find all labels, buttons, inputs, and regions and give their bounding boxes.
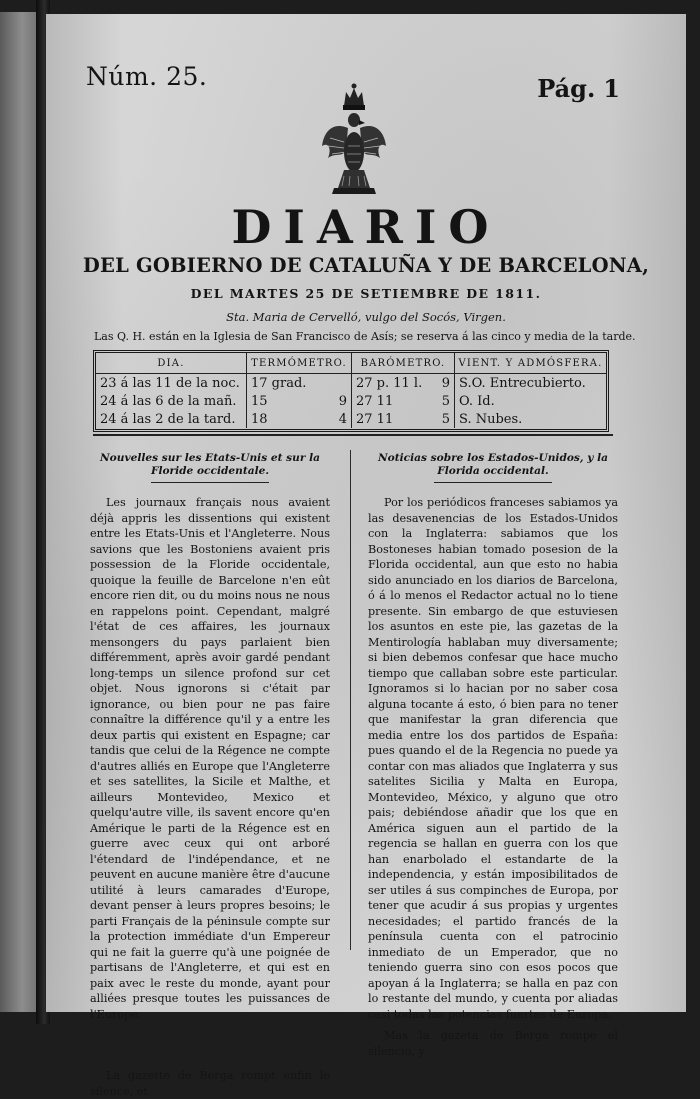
newspaper-title: DIARIO: [231, 200, 501, 254]
weather-table: [93, 350, 609, 432]
newspaper-subtitle: DEL GOBIERNO DE CATALUÑA Y DE BARCELONA,: [82, 254, 650, 277]
table-row: [96, 410, 606, 428]
page-indicator: [537, 74, 620, 103]
cell-viento: S. Nubes.: [459, 411, 523, 427]
issue-number: Núm. 25.: [86, 62, 208, 91]
cell-viento: S.O. Entrecubierto.: [459, 375, 586, 391]
article-heading-spanish: Noticias sobre los Estados-Unidos, y la Florida occidental.: [378, 452, 608, 477]
table-bottom-rule: [93, 434, 613, 436]
cell-termometro: 15 9: [247, 392, 352, 410]
article-continuation-french: La gazette de Berga rompt enfin le silence, et: [90, 1069, 330, 1098]
saint-of-the-day: Sta. Maria de Cervelló, vulgo del Socós, Virgen.: [226, 310, 506, 324]
cell-termometro: 17 grad.: [247, 374, 352, 393]
cell-dia: 24 á las 6 de la mañ.: [96, 392, 247, 410]
facing-page-edge: [0, 12, 40, 1012]
cell-barometro: 27 p. 11 l. 9: [352, 374, 455, 393]
heading-rule: [434, 482, 552, 483]
table-row: [96, 392, 606, 410]
column-divider: [350, 450, 351, 950]
cell-barometro: 27 11 5: [352, 392, 455, 410]
cell-dia: 23 á las 11 de la noc.: [96, 374, 247, 393]
article-french: [90, 452, 330, 1099]
article-heading-french: Nouvelles sur les Etats-Unis et sur la Floride occidentale.: [100, 452, 320, 477]
church-notice: Las Q. H. están en la Iglesia de San Francisco de Asís; se reserva á las cinco y media de la tarde.: [94, 330, 636, 343]
cell-termometro: 18 4: [247, 410, 352, 428]
eagle-crest-icon: [320, 76, 388, 200]
col-header-barometro: BARÓMETRO.: [352, 353, 455, 374]
col-header-termometro: TERMÓMETRO.: [247, 353, 352, 374]
col-header-viento: VIENT. Y ADMÓSFERA.: [455, 353, 607, 374]
table-row: [96, 374, 606, 393]
newspaper-page: [46, 14, 686, 1098]
col-header-dia: DIA.: [96, 353, 247, 374]
page-number: 1: [603, 74, 620, 103]
page-label: Pág.: [537, 74, 596, 103]
cell-barometro: 27 11 5: [352, 410, 455, 428]
heading-rule: [151, 482, 269, 483]
article-spanish: [368, 452, 618, 1059]
cell-viento: O. Id.: [459, 393, 495, 409]
article-body-spanish: Por los periódicos franceses sabiamos ya las desavenencias de los Estados-Unidos con la Inglaterra: sabiamos que los Bostoneses habian tomado posesion de la Florida occidental, aun que esto no habia sido anunciado en los diarios de Barcelona, ó á lo menos el Redactor actual no lo tiene presente. Sin embargo de que estuviesen los asuntos en este pie, las gazetas de la Mentirología hablaban muy diversamente; si bien debemos confesar que hace mucho tiempo que callaban sobre este particular. Ignoramos si lo hacian por no saber cosa alguna tocante á esto, ó bien para no tener que manifestar la gran diferencia que media entre los dos partidos de España: pues quando el de la Regencia no puede ya contar con mas aliados que Inglaterra y sus satelites Sicilia y Malta en Europa, Montevideo, México, y alguno que otro pais; debiéndose añadir que los que en América siguen aun el partido de la regencia se hallan en guerra con los que han enarbolado el estandarte de la independencia, y están imposibilitados de ser utiles á sus compinches de Europa, por tener que acudir á sus propias y urgentes necesidades; el partido francés de la península cuenta con el patrocinio inmediato de un Emperador, que no teniendo guerra sino con esos pocos que apoyan á la Inglaterra; se halla en paz con lo restante del mundo, y cuenta por aliadas casi todas las potencias fuertes de Europa.: [368, 496, 618, 1021]
article-body-french: Les journaux français nous avaient déjà appris les dissentions qui existent entre les Etats-Unis et l'Angleterre. Nous savions que les Bostoniens avaient pris possession de la Floride occidentale, quoique la feuille de Barcelone n'en eût encore rien dit, ou du moins nous ne nous en rappelons point. Cependant, malgré l'état de ces affaires, les journaux mensongers du pays parlaient bien différemment, après avoir gardé pendant long-temps un silence profond sur cet objet. Nous ignorons si c'était par ignorance, ou bien pour ne pas faire connaître la différence qu'il y a entre les deux partis qui existent en Espagne; car tandis que celui de la Régence ne compte d'autres alliés en Europe que l'Angleterre et ses satellites, la Sicile et Malthe, et ailleurs Montevideo, Mexico et quelqu'autre ville, ils savent encore qu'en Amérique le parti de la Régence est en guerre avec ceux qui ont arboré l'étendard de l'indépendance, et ne peuvent en aucune manière être d'aucune utilité à leurs camarades d'Europe, devant penser à leurs propres besoins; le parti Français de la péninsule compte sur la protection immédiate d'un Empereur qui ne fait la guerre qu'à une poignée de partisans de l'Angleterre, et qui est en paix avec le reste du monde, ayant pour alliées presque toutes les puissances de l'Europe.: [90, 496, 330, 1021]
dateline: DEL MARTES 25 DE SETIEMBRE DE 1811.: [190, 286, 542, 301]
cell-dia: 24 á las 2 de la tard.: [96, 410, 247, 428]
article-continuation-spanish: Mas la gazeta de Berga rompe el silencio, y: [368, 1029, 618, 1058]
